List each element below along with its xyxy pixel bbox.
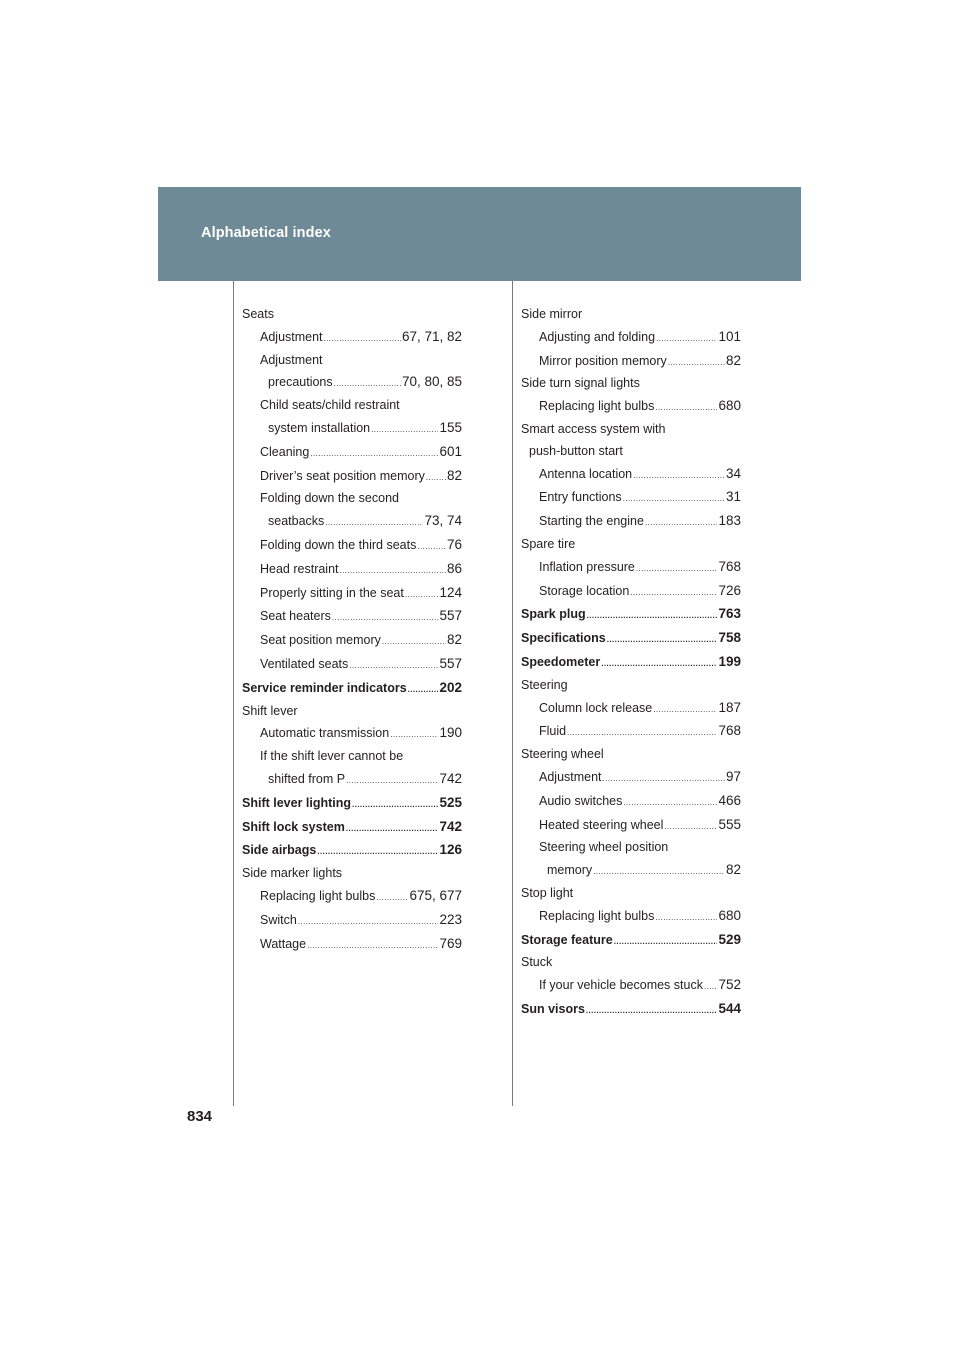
index-column-right [521,304,741,1022]
index-entry [521,929,741,953]
dot-leader [664,816,717,838]
index-entry-text: Steering [521,677,568,692]
index-entry-text: Speedometer [521,654,601,669]
index-entry [521,814,741,838]
index-entry-page: 466 [718,792,741,808]
index-entry [521,720,741,744]
index-entry [521,580,741,604]
dot-leader [426,467,446,489]
index-entry [521,974,741,998]
index-entry-text: system installation [268,420,371,435]
index-entry [242,326,462,350]
dot-leader [298,911,439,933]
index-entry [521,627,741,651]
dot-leader [349,655,438,677]
index-entry-page: 726 [718,582,741,598]
index-entry-page: 529 [718,931,741,947]
index-entry-text: Stuck [521,955,553,970]
index-entry-text: Specifications [521,631,606,646]
index-entry-page: 752 [718,977,741,993]
dot-leader [346,818,439,840]
index-entry-text: Side turn signal lights [521,376,640,391]
index-entry-page: 82 [725,862,741,878]
index-entry-text: Cleaning [260,444,310,459]
dot-leader [630,582,717,604]
dot-leader [405,584,439,606]
index-entry [242,582,462,606]
index-entry-text: Audio switches [539,793,623,808]
index-entry [242,350,462,372]
index-entry-page: 675, 677 [409,887,462,903]
index-entry [521,603,741,627]
index-entry-page: 557 [439,655,462,671]
index-entry-text: Steering wheel [521,747,604,762]
index-entry [242,768,462,792]
dot-leader [390,724,438,746]
index-entry-page: 86 [446,560,462,576]
index-entry [521,790,741,814]
dot-leader [704,976,718,998]
index-entry-text: Automatic transmission [260,726,390,741]
dot-leader [325,512,423,534]
index-entry [521,534,741,556]
index-entry-text: Spare tire [521,536,576,551]
index-entry-page: 202 [439,679,462,695]
index-entry-page: 82 [446,632,462,648]
index-entry-text: Folding down the second [260,491,399,506]
index-entry [521,326,741,350]
index-entry [521,883,741,905]
index-entry-page: 34 [725,465,741,481]
dot-leader [614,931,718,953]
index-entry [521,859,741,883]
dot-leader [623,792,717,814]
dot-leader [340,560,446,582]
dot-leader [601,653,717,675]
dot-leader [352,794,438,816]
dot-leader [324,328,401,350]
index-entry-text: Switch [260,912,297,927]
index-entry-text: Side mirror [521,307,583,321]
index-entry [242,816,462,840]
index-entry [521,463,741,487]
index-entry-text: Driver’s seat position memory [260,468,425,483]
index-entry-text: Shift lock system [242,819,345,834]
index-entry-page: 223 [439,911,462,927]
index-entry-page: 769 [439,935,462,951]
dot-leader [607,629,718,651]
index-entry-text: Mirror position memory [539,353,667,368]
index-entry [521,651,741,675]
index-entry-text: Smart access system with [521,421,666,436]
index-entry-text: Head restraint [260,561,339,576]
dot-leader [417,536,446,558]
index-entry [521,419,741,441]
index-entry-text: Adjusting and folding [539,329,656,344]
index-entry-page: 31 [725,489,741,505]
index-entry [521,837,741,859]
index-entry [242,371,462,395]
index-entry-text: Adjustment [260,329,323,344]
index-entry-page: 768 [718,558,741,574]
dot-leader [567,722,717,744]
dot-leader [310,443,438,465]
index-entry-text: Side marker lights [242,866,343,881]
index-entry [242,534,462,558]
index-entry-page: 680 [718,907,741,923]
index-entry-text: Steering wheel position [539,840,669,855]
index-entry [242,558,462,582]
index-entry-text: Adjustment [260,352,323,367]
index-entry-page: 76 [446,536,462,552]
index-entry-page: 601 [439,443,462,459]
dot-leader [334,373,401,395]
index-entry-text: Stop light [521,885,574,900]
index-entry-text: Replacing light bulbs [539,399,655,414]
index-entry [242,746,462,768]
index-entry [521,395,741,419]
index-entry [242,605,462,629]
dot-leader [371,419,438,441]
index-entry [521,486,741,510]
index-entry-page: 82 [446,467,462,483]
dot-leader [645,512,718,534]
index-entry-text: Ventilated seats [260,656,349,671]
index-entry-page: 155 [439,419,462,435]
index-entry [242,510,462,534]
index-entry [521,350,741,374]
index-entry [521,373,741,395]
index-entry-page: 680 [718,398,741,414]
dot-leader [653,699,717,721]
left-margin-rule [233,281,234,1106]
dot-leader [623,488,725,510]
index-entry-text: Storage feature [521,932,613,947]
index-entry-text: Column lock release [539,700,653,715]
index-entry-page: 101 [718,328,741,344]
index-entry-page: 67, 71, 82 [401,328,462,344]
index-entry [242,441,462,465]
index-entry-page: 768 [718,723,741,739]
index-entry-text: Seats [242,307,274,321]
index-entry [242,653,462,677]
index-entry-text: precautions [268,375,333,390]
index-entry-text: If your vehicle becomes stuck [539,978,703,993]
dot-leader [586,1000,718,1022]
index-entry [521,304,741,326]
index-entry-text: Side airbags [242,843,317,858]
index-entry-text: Replacing light bulbs [260,888,376,903]
index-entry-page: 73, 74 [424,513,462,529]
dot-leader [382,631,446,653]
index-entry-text: Starting the engine [539,514,644,529]
index-entry-page: 544 [718,1000,741,1016]
dot-leader [408,679,439,701]
index-entry-page: 187 [718,699,741,715]
index-entry-page: 126 [439,842,462,858]
index-entry [521,510,741,534]
index-entry [242,792,462,816]
index-entry-page: 525 [439,794,462,810]
index-entry-page: 82 [725,352,741,368]
index-entry-text: Properly sitting in the seat [260,585,404,600]
index-entry-page: 758 [718,630,741,646]
index-entry-text: Adjustment [539,769,602,784]
index-entry-text: Fluid [539,724,567,739]
index-entry-page: 555 [718,816,741,832]
dot-leader [655,907,717,929]
index-entry-page: 199 [718,653,741,669]
index-entry [521,675,741,697]
index-entry-page: 97 [725,768,741,784]
index-entry [242,885,462,909]
index-entry-text: Inflation pressure [539,559,635,574]
dot-leader [603,768,725,790]
index-entry [521,697,741,721]
index-entry-text: Replacing light bulbs [539,908,655,923]
index-entry [521,441,741,463]
index-entry-page: 124 [439,584,462,600]
dot-leader [332,607,439,629]
dot-leader [317,841,438,863]
index-entry-text: Heated steering wheel [539,817,664,832]
index-entry [521,766,741,790]
dot-leader [376,887,408,909]
index-entry [242,629,462,653]
index-entry-text: Shift lever [242,703,298,718]
index-entry-text: Storage location [539,583,630,598]
index-entry-text: shifted from P [268,771,346,786]
index-entry-text: Child seats/child restraint [260,398,400,413]
dot-leader [668,352,725,374]
index-entry-text: Folding down the third seats [260,537,417,552]
index-entry [521,556,741,580]
page-title: Alphabetical index [201,225,331,241]
index-entry [242,465,462,489]
index-entry [242,701,462,723]
index-entry-page: 742 [439,818,462,834]
index-entry [242,933,462,957]
index-entry [242,863,462,885]
index-entry-page: 183 [718,513,741,529]
index-entry-text: Antenna location [539,466,633,481]
dot-leader [307,935,438,957]
index-entry [242,909,462,933]
index-entry [242,417,462,441]
index-entry-page: 742 [439,770,462,786]
index-entry-text: Wattage [260,936,307,951]
index-entry-text: seatbacks [268,514,325,529]
index-entry-text: Seat heaters [260,609,331,624]
index-entry [242,677,462,701]
dot-leader [587,605,718,627]
index-entry [521,905,741,929]
index-entry-text: Shift lever lighting [242,795,352,810]
index-entry-page: 190 [439,725,462,741]
index-entry-text: Seat position memory [260,633,381,648]
dot-leader [593,861,725,883]
index-column-left [242,304,462,956]
index-entry [521,744,741,766]
index-entry [521,952,741,974]
index-entry-page: 70, 80, 85 [401,374,462,390]
index-entry [242,488,462,510]
center-column-rule [512,281,513,1106]
index-entry-text: Spark plug [521,607,586,622]
dot-leader [346,770,438,792]
index-entry-text: Service reminder indicators [242,680,407,695]
index-entry-text: Sun visors [521,1001,585,1016]
index-entry [242,722,462,746]
index-entry-page: 763 [718,606,741,622]
index-entry [242,395,462,417]
index-entry-page: 557 [439,608,462,624]
index-entry [242,304,462,326]
header-band [158,187,801,281]
index-entry-text: Entry functions [539,490,622,505]
index-entry-text: push-button start [529,443,623,458]
dot-leader [633,465,725,487]
dot-leader [655,397,717,419]
dot-leader [656,328,717,350]
index-entry-text: If the shift lever cannot be [260,749,404,764]
index-entry [242,839,462,863]
index-entry [521,998,741,1022]
page-number: 834 [187,1108,213,1125]
dot-leader [636,558,718,580]
index-entry-text: memory [547,863,593,878]
